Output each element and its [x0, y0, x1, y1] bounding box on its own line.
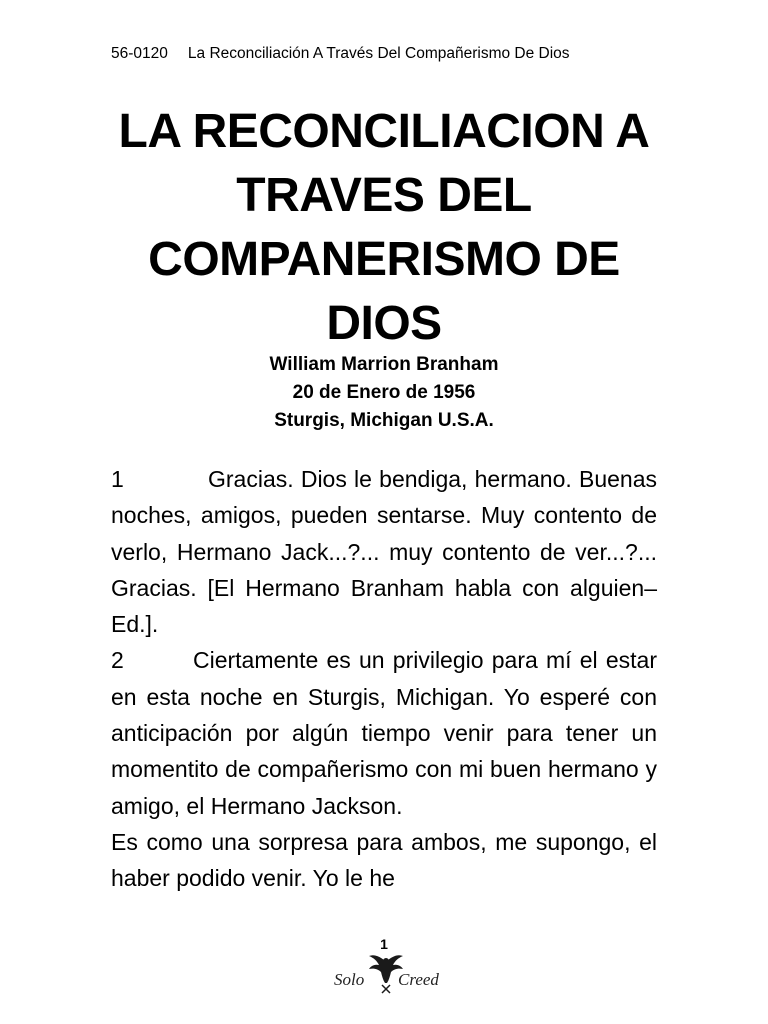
solo-creed-logo	[330, 950, 450, 1002]
paragraph-text: Gracias. Dios le bendiga, hermano. Buenas noches, amigos, pueden sentarse. Muy contento de verlo, Hermano Jack...?... muy contento de ver...?... Gracias. [El Hermano Branham habla con alguien–Ed.].	[111, 466, 657, 638]
sermon-meta	[100, 351, 668, 435]
title-line: COMPANERISMO DE	[148, 233, 620, 286]
title-line: TRAVES DEL	[236, 169, 532, 222]
paragraph-text: Es como una sorpresa para ambos, me supongo, el haber podido venir. Yo le he	[111, 828, 657, 892]
sermon-place: Sturgis, Michigan U.S.A.	[274, 410, 494, 431]
author: William Marrion Branham	[269, 354, 499, 375]
running-header	[111, 45, 657, 63]
paragraph-number: 2	[111, 647, 124, 674]
logo-text-right: Creed	[398, 970, 439, 989]
paragraph	[111, 642, 657, 823]
sermon-code: 56-0120	[111, 45, 168, 62]
page-title	[100, 100, 668, 356]
paragraph	[111, 461, 657, 642]
paragraph-text: Ciertamente es un privilegio para mí el estar en esta noche en Sturgis, Michigan. Yo esperé con anticipación por algún tiempo venir para tener un momentito de compañerismo con mi buen hermano y amigo, el Hermano Jackson.	[111, 647, 657, 819]
logo-text-left: Solo	[334, 970, 365, 989]
title-line: DIOS	[326, 297, 442, 350]
body-text	[111, 461, 657, 897]
paragraph-number: 1	[111, 466, 124, 492]
sermon-date: 20 de Enero de 1956	[292, 382, 476, 403]
paragraph	[111, 824, 657, 897]
page-number: 1	[380, 936, 388, 952]
running-title: La Reconciliación A Través Del Compañerismo De Dios	[187, 45, 570, 62]
title-line: LA RECONCILIACION A	[118, 105, 650, 158]
